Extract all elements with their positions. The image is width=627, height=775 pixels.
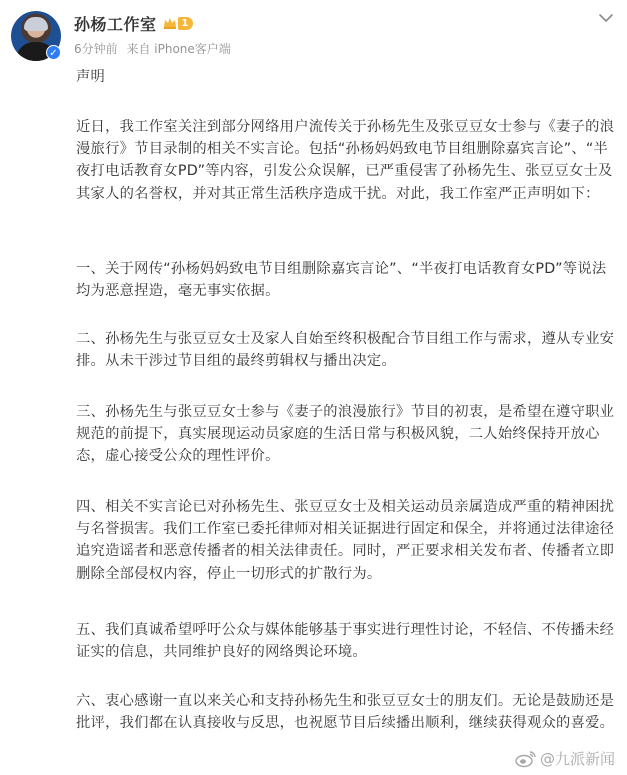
chevron-down-icon[interactable] (597, 12, 615, 26)
avatar-swim-cap (24, 17, 48, 31)
paragraph-point-3: 三、孙杨先生与张豆豆女士参与《妻子的浪漫旅行》节目的初衷，是希望在遵守职业规范的前提下，真实展现运动员家庭的生活日常与积极风貌，二人始终保持开放心态，虚心接受公众的理性评价。 (76, 404, 615, 465)
member-level-badge[interactable] (163, 14, 194, 32)
weibo-logo-icon (515, 750, 537, 768)
watermark (515, 748, 615, 769)
watermark-text: @九派新闻 (540, 750, 616, 768)
paragraph-point-5: 五、我们真诚希望呼吁公众与媒体能够基于事实进行理性讨论，不轻信、不传播未经证实的信息，共同维护良好的网络舆论环境。 (76, 622, 615, 661)
paragraph-point-1: 一、关于网传“孙杨妈妈致电节目组删除嘉宾言论”、“半夜打电话教育女PD”等说法均为恶意捏造，毫无事实依据。 (76, 261, 607, 300)
post-source: 来自 iPhone客户端 (126, 42, 231, 56)
level-number: 1 (178, 17, 194, 30)
post-time[interactable]: 6分钟前 (74, 42, 118, 56)
paragraph-point-6: 六、衷心感谢一直以来关心和支持孙杨先生和张豆豆女士的朋友们。无论是鼓励还是批评，我们都在认真接收与反思，也祝愿节目后续播出顺利，继续获得观众的喜爱。 (76, 693, 615, 732)
name-row (74, 11, 193, 35)
verified-badge-icon: ✓ (46, 45, 61, 60)
paragraph-point-2: 二、孙杨先生与张豆豆女士及家人自始至终积极配合节目组工作与需求，遵从专业安排。从未干涉过节目组的最终剪辑权与播出决定。 (76, 331, 615, 370)
statement-title: 声明 (76, 69, 106, 85)
crown-icon (163, 16, 177, 30)
post-meta (74, 40, 236, 57)
username[interactable]: 孙杨工作室 (74, 14, 157, 34)
post-header (0, 0, 627, 70)
paragraph-point-4: 四、相关不实言论已对孙杨先生、张豆豆女士及相关运动员亲属造成严重的精神困扰与名誉损害。我们工作室已委托律师对相关证据进行固定和保全，并将通过法律途径追究造谣者和恶意传播者的相关法律责任。同时，严正要求相关发布者、传播者立即删除全部侵权内容，停止一切形式的扩散行为。 (76, 499, 615, 582)
paragraph-intro: 近日，我工作室关注到部分网络用户流传关于孙杨先生及张豆豆女士参与《妻子的浪漫旅行》节目录制的相关不实言论。包括“孙杨妈妈致电节目组删除嘉宾言论”、“半夜打电话教育女PD”等内容，引发公众误解，已严重侵害了孙杨先生、张豆豆女士及其家人的名誉权，并对其正常生活秩序造成干扰。对此，我工作室严正声明如下： (76, 119, 615, 202)
